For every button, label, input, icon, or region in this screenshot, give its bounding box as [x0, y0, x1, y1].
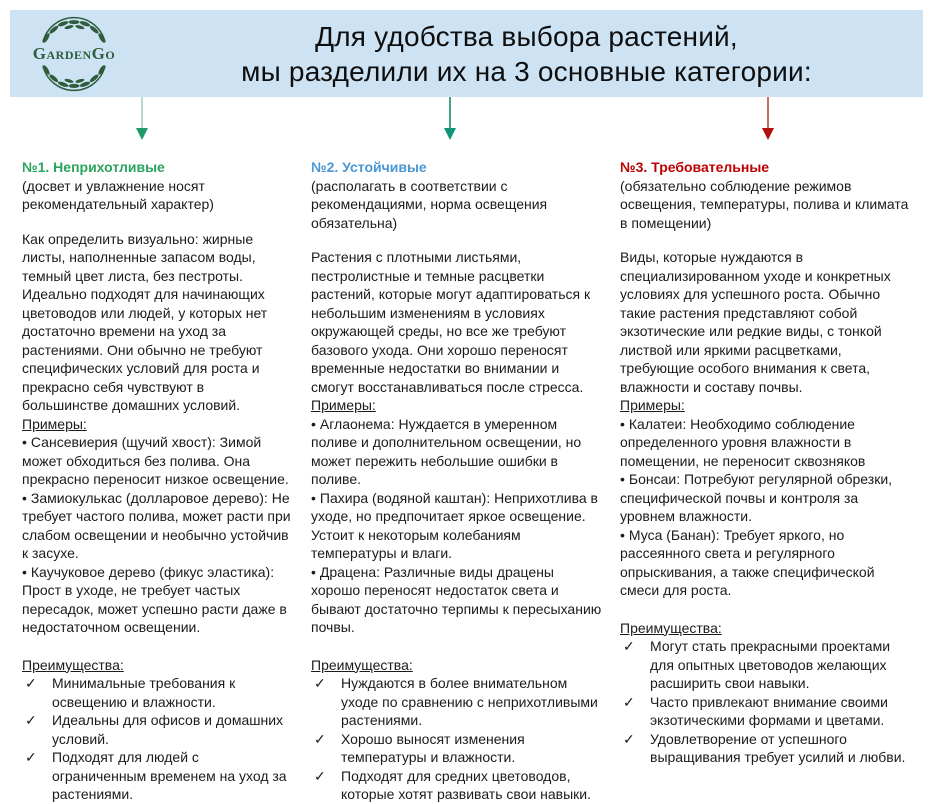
category-2-examples-label: Примеры: — [311, 397, 376, 413]
bullet-icon: • — [311, 489, 316, 506]
category-1-examples-label: Примеры: — [22, 415, 87, 432]
example-item — [22, 563, 294, 637]
example-text: Каучуковое дерево (фикус эластика): Прост в уходе, не требует частых пересадок, может успешно расти даже в недостаточном освещении. — [22, 563, 287, 635]
advantages-section — [311, 656, 603, 804]
advantage-text: Часто привлекают внимание своими экзотическими формами и цветами. — [650, 693, 888, 728]
checkmark-icon: ✓ — [25, 675, 37, 691]
bullet-icon: • — [22, 489, 27, 506]
category-3-subtitle: (обязательно соблюдение режимов освещения, температуры, полива и климата в помещении) — [620, 177, 909, 231]
advantages-section — [620, 619, 914, 767]
category-1-subtitle: (досвет и увлажнение носят рекомендательный характер) — [22, 177, 214, 212]
advantage-item — [311, 767, 603, 804]
advantage-text: Идеальны для офисов и домашних условий. — [52, 712, 284, 747]
checkmark-icon: ✓ — [314, 730, 326, 747]
checkmark-icon: ✓ — [25, 749, 37, 765]
advantage-item — [22, 711, 294, 748]
checkmark-icon: ✓ — [623, 730, 635, 747]
advantage-text: Хорошо выносят изменения температуры и влажности. — [341, 730, 525, 765]
example-text: Пахира (водяной каштан): Неприхотлива в уходе, но предпочитает яркое освещение. Устоит к некоторым колебаниям температуры и влаги. — [311, 489, 598, 561]
page-title-line1: Для удобства выбора растений, — [315, 20, 738, 52]
advantage-text: Минимальные требования к освещению и влажности. — [52, 675, 236, 710]
down-arrow-icon-2 — [444, 97, 456, 140]
example-item — [311, 563, 603, 637]
example-text: Сансевиерия (щучий хвост): Зимой может обходиться без полива. Она прекрасно переносит низкое освещение. — [22, 434, 289, 487]
category-column-resilient — [311, 158, 603, 804]
advantage-item — [22, 748, 294, 804]
example-item — [22, 433, 294, 489]
page-title — [138, 19, 923, 89]
advantage-text: Подходят для средних цветоводов, которые хотят развивать свои навыки. — [341, 767, 592, 802]
advantage-text: Нуждаются в более внимательном уходе по сравнению с неприхотливыми растениями. — [341, 675, 598, 728]
down-arrow-icon-3 — [762, 97, 774, 140]
category-3-title: №3. Требовательные — [620, 159, 770, 175]
down-arrow-icon-1 — [136, 97, 148, 140]
advantage-item — [22, 674, 294, 711]
example-item — [620, 470, 914, 526]
example-text: Драцена: Различные виды драцены хорошо переносят недостаток света и бывают достаточно терпимы к пересыханию почвы. — [311, 563, 602, 635]
example-item — [311, 489, 603, 563]
advantage-text: Подходят для людей с ограниченным временем на уход за растениями. — [52, 749, 287, 802]
advantage-item — [620, 693, 914, 730]
category-2-title: №2. Устойчивые — [311, 159, 427, 175]
advantage-item — [620, 730, 914, 767]
categories-columns — [22, 158, 914, 804]
example-item — [22, 489, 294, 563]
gardengo-logo — [10, 10, 138, 97]
advantage-text: Удовлетворение от успешного выращивания требует усилий и любви. — [650, 730, 906, 765]
checkmark-icon: ✓ — [25, 712, 37, 728]
checkmark-icon: ✓ — [314, 767, 326, 784]
advantages-section — [22, 656, 294, 804]
category-2-subtitle: (располагать в соответствии с рекомендациями, норма освещения обязательна) — [311, 177, 548, 231]
checkmark-icon: ✓ — [314, 675, 326, 691]
example-text: Аглаонема: Нуждается в умеренном поливе и дополнительном освещении, но может пережить небольшие ошибки в поливе. — [311, 415, 582, 487]
category-3-description: Виды, которые нуждаются в специализированном уходе и конкретных условиях для успешного роста. Обычно такие растения представляют собой экзотические или редкие виды, с тонкой листвой или яркими расцветками, требующие особого внимания к света, влажности и составу почвы. — [620, 249, 891, 395]
bullet-icon: • — [311, 415, 316, 432]
category-2-description: Растения с плотными листьями, пестролистные и темные расцветки растений, которые могут адаптироваться к небольшим изменениям в условиях окружающей среды, но все же требуют базового ухода. Они хорошо переносят временные недостатки во внимании и смогут восстанавливаться после стресса. — [311, 249, 591, 395]
bullet-icon: • — [620, 471, 625, 487]
category-2-advantages-label: Преимущества: — [311, 656, 413, 673]
category-3-advantages-label: Преимущества: — [620, 619, 722, 636]
example-item — [620, 526, 914, 600]
bullet-icon: • — [22, 563, 27, 580]
example-text: Бонсаи: Потребуют регулярной обрезки, специфической почвы и контроля за уровнем влажности. — [620, 471, 893, 524]
advantage-text: Могут стать прекрасными проектами для опытных цветоводов желающих расширить свои навыки. — [650, 638, 891, 691]
advantage-item — [620, 637, 914, 693]
checkmark-icon: ✓ — [623, 693, 635, 710]
category-1-description: Как определить визуально: жирные листы, наполненные запасом воды, темный цвет листа, без пестроты. Идеально подходят для начинающих цветоводов или людей, у которых нет достаточно времени на уход за растениями. Они обычно не требуют специфических условий для роста и прекрасно себя чувствуют в большинстве домашних условий. — [22, 230, 268, 413]
example-text: Замиокулькас (долларовое дерево): Не требует частого полива, может расти при слабом освещении и необычно устойчив к засухе. — [22, 489, 291, 561]
header-banner — [10, 10, 923, 97]
bullet-icon: • — [311, 563, 316, 580]
bullet-icon: • — [620, 415, 625, 432]
category-1-advantages-label: Преимущества: — [22, 656, 124, 673]
bullet-icon: • — [22, 434, 27, 450]
advantage-item — [311, 730, 603, 767]
category-column-demanding — [620, 158, 914, 804]
logo-wordmark: GardenGo — [32, 43, 116, 63]
example-text: Муса (Банан): Требует яркого, но рассеянного света и регулярного опрыскивания, а также специфической смеси для роста. — [620, 526, 875, 598]
category-3-examples-label: Примеры: — [620, 397, 685, 413]
example-item — [311, 415, 603, 489]
example-text: Калатеи: Необходимо соблюдение определенного уровня влажности в помещении, не переносит сквозняков — [620, 415, 866, 469]
category-1-title: №1. Неприхотливые — [22, 159, 165, 175]
bullet-icon: • — [620, 526, 625, 543]
example-item — [620, 415, 914, 471]
advantage-item — [311, 674, 603, 730]
checkmark-icon: ✓ — [623, 638, 635, 654]
category-column-unpretentious — [22, 158, 294, 804]
page-title-line2: мы разделили их на 3 основные категории: — [241, 55, 812, 87]
